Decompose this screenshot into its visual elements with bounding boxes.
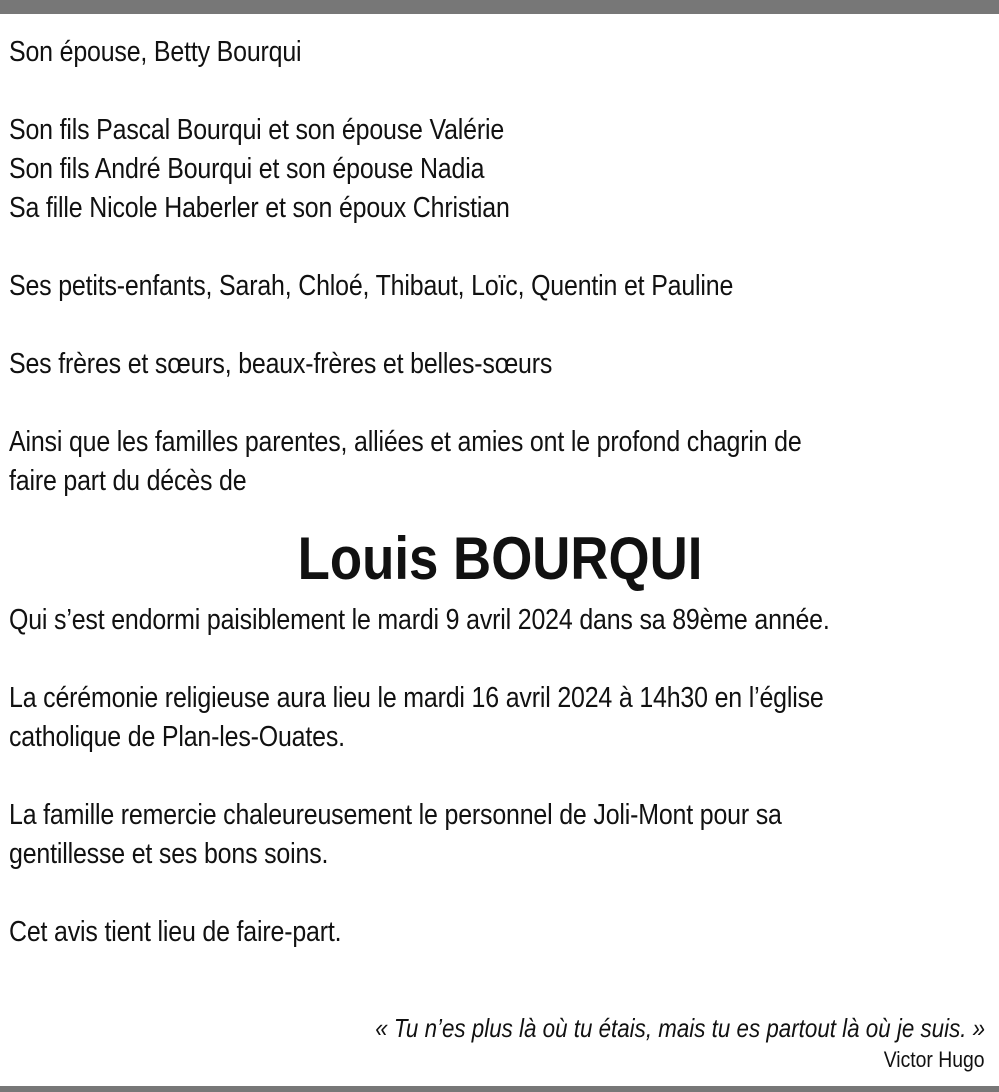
grandchildren-line: Ses petits-enfants, Sarah, Chloé, Thibaut, Loïc, Quentin et Pauline: [9, 270, 734, 302]
spacer: [9, 72, 991, 111]
ceremony-line: La cérémonie religieuse aura lieu le mardi 16 avril 2024 à 14h30 en l’église: [9, 682, 824, 714]
top-border: [0, 0, 999, 14]
bottom-border: [0, 1086, 999, 1092]
child-line: Sa fille Nicole Haberler et son époux Christian: [9, 192, 510, 224]
thanks-line: La famille remercie chaleureusement le personnel de Joli-Mont pour sa: [9, 799, 782, 831]
child-line: Son fils André Bourqui et son épouse Nadia: [9, 153, 485, 185]
passing-line: Qui s’est endormi paisiblement le mardi 9 avril 2024 dans sa 89ème année.: [9, 604, 830, 636]
families-line: faire part du décès de: [9, 465, 247, 497]
deceased-name: Louis BOURQUI: [297, 525, 703, 592]
spacer: [9, 306, 991, 345]
spouse-line: Son épouse, Betty Bourqui: [9, 36, 302, 68]
thanks-line: gentillesse et ses bons soins.: [9, 838, 329, 870]
spacer: [9, 874, 991, 913]
siblings-line: Ses frères et sœurs, beaux-frères et belles-sœurs: [9, 348, 553, 380]
spacer: [9, 757, 991, 796]
families-line: Ainsi que les familles parentes, alliées et amies ont le profond chagrin de: [9, 426, 802, 458]
quote-text: « Tu n’es plus là où tu étais, mais tu es partout là où je suis. »: [375, 1013, 985, 1043]
obituary-body: [9, 33, 991, 952]
child-line: Son fils Pascal Bourqui et son épouse Valérie: [9, 114, 505, 146]
ceremony-line: catholique de Plan-les-Ouates.: [9, 721, 345, 753]
spacer: [9, 228, 991, 267]
closing-line: Cet avis tient lieu de faire-part.: [9, 916, 342, 948]
spacer: [9, 384, 991, 423]
quote-author: Victor Hugo: [884, 1047, 985, 1072]
spacer: [9, 640, 991, 679]
